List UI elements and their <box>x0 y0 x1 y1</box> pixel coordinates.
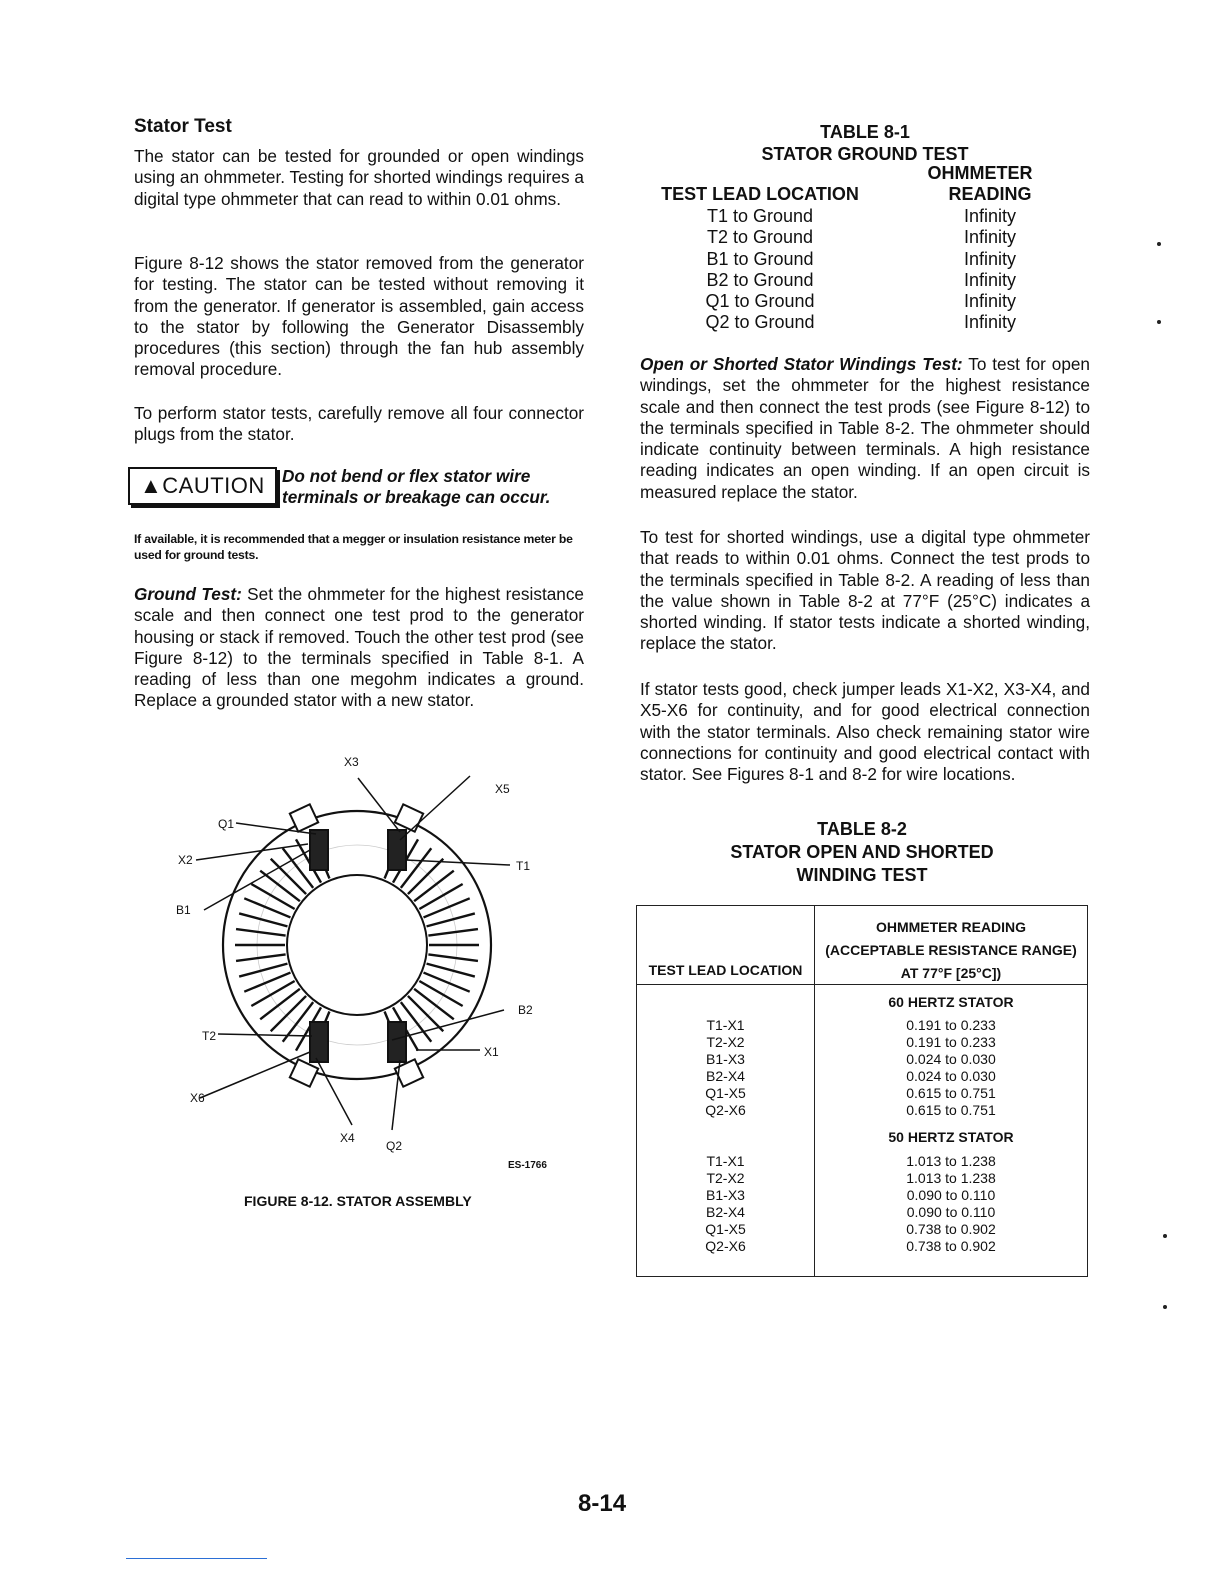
stator-assembly-figure <box>160 740 580 1190</box>
table2-group-60hz: 60 HERTZ STATOR <box>888 994 1014 1010</box>
jumper-leads-paragraph: If stator tests good, check jumper leads X1-X2, X3-X4, and X5-X6 for continuity, and for good electrical connection with the stator terminals. Also check remaining stator wire connections for continuity and good electrical contact with stator. See Figures 8-1 and 8-2 for wire locations. <box>640 679 1090 785</box>
open-shorted-text: To test for open windings, set the ohmmeter for the highest resistance scale and then connect the test prods (see Figure 8-12) to the terminals specified in Table 8-2. The ohmmeter should indicate continuity between terminals. A high resistance reading indicates an open winding. If an open circuit is measured replace the stator. <box>640 354 1090 502</box>
table2-title <box>636 818 1088 887</box>
table1-body <box>640 206 1080 334</box>
table-row: T1 to Ground Infinity <box>706 206 1017 226</box>
winding-tooth <box>271 859 306 894</box>
winding-tooth <box>427 913 475 926</box>
label-q2: Q2 <box>386 1139 403 1153</box>
winding-tooth <box>428 954 478 961</box>
label-t2: T2 <box>202 1029 217 1043</box>
scan-speck <box>1163 1305 1167 1309</box>
table1-title <box>640 121 1090 165</box>
table-row: T2-X2 <box>706 1170 745 1186</box>
table1-header-row <box>640 184 1080 205</box>
winding-tooth <box>251 884 294 909</box>
table-row: T1-X1 <box>706 1153 745 1169</box>
table1-col1-header: TEST LEAD LOCATION <box>661 184 859 204</box>
winding-tooth <box>408 996 443 1031</box>
table-row: Q1-X5 <box>705 1221 746 1237</box>
table-row: Q1 to Ground Infinity <box>705 291 1017 312</box>
stator-test-paragraph-2: Figure 8-12 shows the stator removed from the generator for testing. The stator can be tested without removing it from the generator. If generator is assembled, gain access to the stator by following the Generator Disassembly procedures (this section) through the fan hub assembly removal procedure. <box>134 253 584 380</box>
winding-tooth <box>419 981 462 1006</box>
winding-tooth <box>414 871 454 901</box>
winding-tooth <box>239 964 287 977</box>
section-heading: Stator Test <box>134 116 232 137</box>
winding-tooth <box>260 989 300 1019</box>
label-x1: X1 <box>484 1045 499 1059</box>
table1-number: TABLE 8-1 <box>820 122 910 142</box>
table2-col2-header: OHMMETER READING (ACCEPTABLE RESISTANCE RANGE) AT 77°F [25°C]) <box>825 919 1077 981</box>
table-row: Q2-X6 <box>705 1238 746 1254</box>
leader-lines <box>196 776 510 1130</box>
warning-triangle-icon: ▲ <box>140 473 163 498</box>
table2-subtitle-2: WINDING TEST <box>796 865 928 885</box>
table2-group-50hz: 50 HERTZ STATOR <box>888 1129 1014 1145</box>
winding-tooth <box>236 929 286 936</box>
winding-tooth <box>271 996 306 1031</box>
scan-speck <box>1163 1234 1167 1238</box>
table-row: T2-X2 <box>706 1034 745 1050</box>
shorted-windings-paragraph: To test for shorted windings, use a digital type ohmmeter that reads to within 0.01 ohms. Connect the test prods to the terminals specified in Table 8-2. A reading of less than the value shown in Table 8-2 at 77°F (25°C) indicates a shorted winding. If stator tests indicate a shorted winding, replace the stator. <box>640 527 1090 654</box>
label-b1: B1 <box>176 903 191 917</box>
figure-caption: FIGURE 8-12. STATOR ASSEMBLY <box>244 1193 472 1209</box>
table2-subtitle-1: STATOR OPEN AND SHORTED <box>730 842 994 862</box>
scan-speck <box>1157 242 1161 246</box>
label-x4: X4 <box>340 1131 355 1145</box>
label-x5: X5 <box>495 782 510 796</box>
stator-windings <box>235 832 479 1057</box>
table-row: B2-X4 <box>706 1068 745 1084</box>
winding-tooth <box>283 848 313 888</box>
table-row: B1-X3 <box>706 1051 745 1067</box>
winding-tooth <box>239 913 287 926</box>
stator-test-paragraph-1: The stator can be tested for grounded or open windings using an ohmmeter. Testing for shorted windings requires a digital type ohmmeter that can read to within 0.01 ohms. <box>134 146 584 209</box>
stator-test-paragraph-3: To perform stator tests, carefully remove all four connector plugs from the stator. <box>134 403 584 445</box>
megger-note: If available, it is recommended that a megger or insulation resistance meter be used for ground tests. <box>134 532 573 562</box>
label-x2: X2 <box>178 853 193 867</box>
label-t1: T1 <box>516 859 531 873</box>
table-row: Q1-X5 <box>705 1085 746 1101</box>
open-shorted-lead: Open or Shorted Stator Windings Test: <box>640 354 963 374</box>
label-x3: X3 <box>344 755 359 769</box>
table1-col2-header-top: OHMMETER <box>927 163 1033 183</box>
page-rule <box>126 1558 267 1559</box>
page-number: 8-14 <box>578 1490 627 1517</box>
table-row: Q2 to Ground Infinity <box>705 312 1017 333</box>
winding-tooth <box>414 989 454 1019</box>
scan-speck <box>1157 320 1161 324</box>
label-x6: X6 <box>190 1091 205 1105</box>
open-shorted-paragraph <box>640 354 1090 503</box>
figure-code: ES-1766 <box>508 1160 547 1171</box>
table-row: T1-X1 <box>706 1017 745 1033</box>
table-row: B1-X3 <box>706 1187 745 1203</box>
table2-number: TABLE 8-2 <box>817 819 907 839</box>
table2-col1-header: TEST LEAD LOCATION <box>648 962 803 978</box>
table-row: B2 to Ground Infinity <box>706 269 1017 290</box>
table1-col2-header: READING <box>948 184 1032 204</box>
winding-tooth <box>251 981 294 1006</box>
caution-badge <box>128 467 277 505</box>
table2-50hz-locations <box>637 1153 814 1255</box>
table2-50hz-values: 1.013 to 1.238 1.013 to 1.238 0.090 to 0.110 0.090 to 0.110 0.738 to 0.902 0.738 to 0.902 <box>906 1153 996 1254</box>
table2-60hz-values: 0.191 to 0.233 0.191 to 0.233 0.024 to 0.030 0.024 to 0.030 0.615 to 0.751 0.615 to 0.751 <box>906 1017 996 1118</box>
winding-tooth <box>236 954 286 961</box>
winding-tooth <box>428 929 478 936</box>
ground-test-text: Set the ohmmeter for the highest resistance scale and then connect one test prod to the generator housing or stack if removed. Touch the other test prod (see Figure 8-12) to the terminals specified in Table 8-1. A reading of less than one megohm indicates a ground. Replace a grounded stator with a new stator. <box>134 584 584 711</box>
caution-text: Do not bend or flex stator wire terminals or breakage can occur. <box>282 466 551 508</box>
table-row: B2-X4 <box>706 1204 745 1220</box>
ground-test-lead: Ground Test: <box>134 584 242 604</box>
winding-tooth <box>419 884 462 909</box>
table2-60hz-locations <box>637 1017 814 1119</box>
table2 <box>636 905 1088 1277</box>
winding-tooth <box>408 859 443 894</box>
table-row: Q2-X6 <box>705 1102 746 1118</box>
table-row: B1 to Ground Infinity <box>706 248 1017 269</box>
label-b2: B2 <box>518 1003 533 1017</box>
table-row: T2 to Ground Infinity <box>706 227 1017 248</box>
ground-test-paragraph <box>134 584 584 712</box>
table1-subtitle: STATOR GROUND TEST <box>761 144 969 164</box>
winding-tooth <box>427 964 475 977</box>
label-q1: Q1 <box>218 817 235 831</box>
caution-label: CAUTION <box>162 473 265 498</box>
terminal-connectors <box>290 804 423 1086</box>
